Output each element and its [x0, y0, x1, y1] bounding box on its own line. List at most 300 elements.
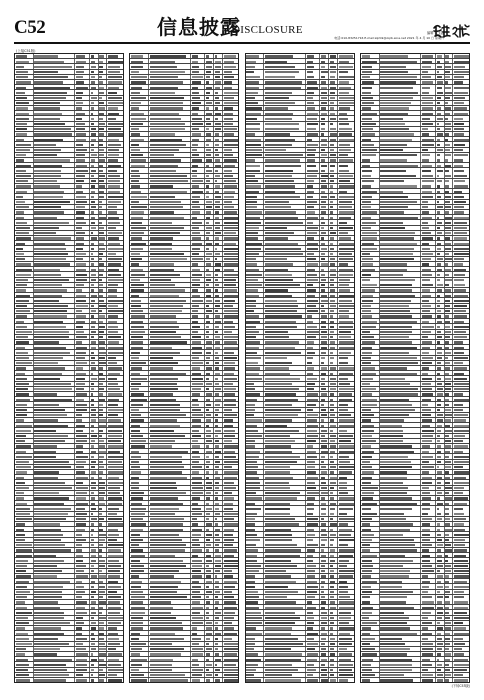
table-cell [149, 106, 191, 110]
illegible-text [34, 149, 61, 151]
illegible-text [192, 425, 201, 427]
table-cell [34, 179, 76, 183]
illegible-text [330, 165, 335, 167]
table-cell [191, 470, 205, 474]
illegible-text [265, 539, 292, 541]
illegible-text [192, 648, 203, 650]
illegible-text [76, 180, 84, 182]
illegible-text [246, 362, 258, 364]
illegible-text [131, 196, 147, 198]
illegible-text [34, 607, 60, 609]
table-cell [107, 278, 124, 282]
illegible-text [76, 477, 88, 479]
table-cell [15, 278, 34, 282]
illegible-text [34, 123, 64, 125]
table-cell [320, 184, 329, 188]
illegible-text [131, 341, 143, 343]
illegible-text [206, 664, 212, 666]
illegible-text [99, 71, 103, 73]
illegible-text [265, 518, 295, 520]
illegible-text [16, 315, 28, 317]
table-cell [191, 148, 205, 152]
illegible-text [206, 165, 209, 167]
table-cell [130, 272, 149, 276]
illegible-text [150, 492, 186, 494]
illegible-text [192, 523, 198, 525]
table-cell [90, 616, 99, 620]
illegible-text [150, 201, 181, 203]
table-cell [34, 116, 76, 120]
table-cell [149, 558, 191, 562]
illegible-text [131, 586, 141, 588]
table-cell [246, 574, 265, 578]
illegible-text [246, 503, 255, 505]
table-cell [246, 142, 265, 146]
illegible-text [330, 388, 336, 390]
table-cell [205, 96, 214, 100]
illegible-text [339, 201, 352, 203]
illegible-text [215, 555, 221, 557]
illegible-text [265, 206, 291, 208]
illegible-text [34, 180, 57, 182]
table-cell [329, 657, 338, 661]
illegible-text [437, 76, 442, 78]
illegible-text [265, 118, 292, 120]
illegible-text [339, 211, 354, 213]
illegible-text [321, 243, 325, 245]
illegible-text [206, 591, 212, 593]
table-cell [214, 142, 223, 146]
illegible-text [131, 523, 146, 525]
table-cell [76, 179, 90, 183]
illegible-text [34, 201, 69, 203]
table-cell [15, 662, 34, 666]
illegible-text [307, 347, 314, 349]
table-cell [246, 527, 265, 531]
table-cell [130, 64, 149, 68]
table-cell [246, 636, 265, 640]
illegible-text [99, 627, 104, 629]
table-cell [149, 293, 191, 297]
illegible-text [330, 289, 335, 291]
table-cell [306, 449, 320, 453]
table-cell [264, 673, 306, 677]
illegible-text [108, 679, 122, 681]
illegible-text [362, 66, 372, 68]
illegible-text [99, 61, 102, 63]
table-cell [205, 590, 214, 594]
table-cell [246, 189, 265, 193]
illegible-text [192, 113, 198, 115]
table-cell [149, 288, 191, 292]
table-cell [90, 345, 99, 349]
illegible-text [108, 170, 117, 172]
illegible-text [131, 102, 141, 104]
table-cell [205, 241, 214, 245]
illegible-text [215, 581, 219, 583]
table-cell [329, 70, 338, 79]
illegible-text [150, 601, 172, 603]
illegible-text [76, 414, 81, 416]
illegible-text [215, 76, 220, 78]
table-cell [34, 527, 76, 531]
illegible-text [91, 513, 94, 515]
table-cell [246, 220, 265, 224]
illegible-text [206, 61, 212, 63]
table-cell [149, 189, 191, 193]
illegible-text [330, 669, 333, 671]
illegible-text [150, 331, 177, 333]
table-cell [76, 96, 90, 100]
table-cell [453, 75, 470, 79]
illegible-text [206, 560, 212, 562]
illegible-text [330, 539, 334, 541]
table-cell [246, 392, 265, 396]
table-cell [223, 257, 240, 261]
table-cell [34, 168, 76, 172]
illegible-text [34, 206, 60, 208]
illegible-text [108, 622, 121, 624]
table-cell [264, 215, 306, 219]
table-cell [130, 532, 149, 536]
table-cell [15, 444, 34, 448]
illegible-text [321, 633, 327, 635]
illegible-text [150, 289, 185, 291]
table-cell [338, 350, 355, 354]
table-cell [76, 553, 90, 557]
table-cell [338, 278, 355, 282]
illegible-text [321, 310, 325, 312]
illegible-text [224, 627, 234, 629]
table-cell [99, 241, 108, 245]
illegible-text [307, 529, 314, 531]
table-cell [264, 111, 306, 115]
table-cell [329, 428, 338, 432]
table-cell [306, 616, 320, 620]
illegible-text [16, 305, 27, 307]
table-cell [191, 610, 205, 614]
illegible-text [34, 653, 56, 655]
illegible-text [307, 321, 313, 323]
illegible-text [76, 352, 86, 354]
table-cell [445, 137, 454, 141]
illegible-text [150, 211, 174, 213]
illegible-text [265, 648, 291, 650]
illegible-text [91, 269, 97, 271]
illegible-text [34, 659, 71, 661]
illegible-text [339, 570, 354, 572]
illegible-text [330, 258, 335, 260]
illegible-text [34, 549, 71, 551]
illegible-text [150, 258, 187, 260]
illegible-text [91, 373, 94, 375]
table-cell [76, 101, 90, 105]
illegible-text [131, 305, 141, 307]
table-cell [149, 376, 191, 380]
table-cell [76, 444, 90, 448]
table-cell [338, 106, 355, 110]
table-cell [320, 548, 329, 552]
illegible-text [76, 544, 82, 546]
illegible-text [215, 560, 221, 562]
table-cell [306, 319, 320, 323]
table-cell [214, 179, 223, 183]
illegible-text [215, 612, 221, 614]
table-cell [306, 80, 320, 84]
table-cell [214, 470, 223, 474]
illegible-text [99, 274, 103, 276]
table-cell [76, 75, 90, 79]
illegible-text [206, 539, 210, 541]
table-cell [130, 153, 149, 157]
table-cell [99, 314, 108, 318]
illegible-text [34, 539, 60, 541]
illegible-text [76, 607, 85, 609]
table-cell [246, 64, 265, 68]
illegible-text [215, 425, 218, 427]
illegible-text [215, 243, 220, 245]
table-cell [306, 564, 320, 568]
table-cell [246, 621, 265, 625]
table-cell [90, 517, 99, 521]
table-cell [445, 163, 454, 167]
table-cell [149, 449, 191, 453]
table-cell [76, 80, 90, 84]
illegible-text [206, 149, 211, 151]
table-cell [191, 174, 205, 178]
illegible-text [224, 66, 237, 68]
illegible-text [330, 87, 336, 89]
table-cell [99, 532, 108, 536]
table-cell [107, 387, 124, 391]
table-cell [99, 652, 108, 656]
illegible-text [307, 248, 319, 250]
table-cell [306, 304, 320, 308]
illegible-text [99, 55, 104, 57]
table-cell [214, 402, 223, 406]
illegible-text [150, 97, 184, 99]
illegible-text [265, 622, 295, 624]
illegible-text [321, 529, 326, 531]
table-cell [130, 288, 149, 292]
table-cell [320, 194, 329, 198]
illegible-text [307, 659, 317, 661]
table-cell [205, 215, 214, 219]
table-cell [320, 439, 329, 443]
table-cell [191, 491, 205, 495]
illegible-text [16, 399, 30, 401]
illegible-text [215, 419, 218, 421]
table-cell [90, 267, 99, 271]
illegible-text [307, 622, 314, 624]
illegible-text [91, 544, 94, 546]
illegible-text [206, 383, 212, 385]
table-cell [130, 527, 149, 531]
table-cell [264, 335, 306, 339]
table-cell [149, 392, 191, 396]
table-cell [34, 272, 76, 276]
table-cell [246, 387, 265, 391]
illegible-text [99, 669, 102, 671]
illegible-text [108, 258, 122, 260]
illegible-text [108, 674, 116, 676]
illegible-text [215, 310, 218, 312]
table-cell [338, 54, 355, 58]
illegible-text [91, 154, 97, 156]
illegible-text [91, 388, 95, 390]
illegible-text [330, 648, 334, 650]
illegible-text [16, 591, 30, 593]
illegible-text [99, 263, 104, 265]
illegible-text [307, 113, 318, 115]
illegible-text [108, 596, 120, 598]
table-cell [191, 127, 205, 131]
table-cell [329, 631, 338, 635]
table-cell [15, 423, 34, 427]
illegible-text [330, 591, 334, 593]
table-cell [15, 657, 34, 661]
table-cell [205, 189, 214, 193]
illegible-text [131, 248, 143, 250]
table-cell [306, 522, 320, 526]
illegible-text [215, 305, 220, 307]
illegible-text [76, 638, 87, 640]
illegible-text [131, 534, 140, 536]
table-cell [329, 153, 338, 157]
illegible-text [76, 430, 83, 432]
table-cell [34, 506, 76, 510]
table-cell [306, 189, 320, 193]
illegible-text [131, 471, 141, 473]
table-cell [34, 595, 76, 599]
table-cell [338, 574, 355, 578]
illegible-text [76, 367, 83, 369]
illegible-text [265, 601, 296, 603]
table-cell [15, 647, 34, 651]
table-cell [223, 246, 240, 250]
illegible-text [108, 55, 118, 57]
table-row [246, 678, 354, 683]
illegible-text [321, 326, 325, 328]
table-cell [214, 283, 223, 287]
illegible-text [215, 477, 220, 479]
table-cell [130, 657, 149, 661]
illegible-text [206, 133, 211, 135]
illegible-text [34, 289, 67, 291]
table-cell [130, 574, 149, 578]
illegible-text [91, 123, 94, 125]
table-cell [338, 163, 355, 172]
illegible-text [192, 627, 198, 629]
table-cell [99, 595, 108, 599]
illegible-text [34, 445, 56, 447]
illegible-text [330, 586, 334, 588]
illegible-text [224, 331, 233, 333]
illegible-text [131, 508, 146, 510]
table-cell [90, 392, 99, 396]
table-cell [320, 564, 329, 568]
illegible-text [150, 170, 176, 172]
table-cell [214, 116, 223, 120]
table-cell [214, 465, 223, 469]
table-cell [191, 371, 205, 375]
table-cell [246, 642, 265, 646]
table-cell [214, 189, 223, 193]
table-cell [107, 262, 124, 266]
illegible-text [307, 289, 316, 291]
table-cell [338, 59, 355, 63]
table-cell [361, 59, 380, 63]
illegible-text [215, 575, 218, 577]
table-cell [214, 501, 223, 505]
table-cell [191, 543, 205, 547]
illegible-text [99, 659, 103, 661]
illegible-text [131, 180, 139, 182]
table-cell [34, 298, 76, 302]
illegible-text [76, 669, 86, 671]
table-cell [329, 652, 338, 656]
table-cell [214, 319, 223, 323]
table-cell [205, 444, 214, 448]
table-cell [214, 75, 223, 79]
illegible-text [246, 326, 256, 328]
table-cell [205, 460, 214, 464]
illegible-text [34, 373, 61, 375]
table-cell [329, 506, 338, 515]
illegible-text [224, 175, 234, 177]
illegible-text [76, 336, 86, 338]
table-cell [264, 319, 306, 323]
table-cell [149, 532, 191, 536]
illegible-text [339, 305, 354, 307]
table-cell [191, 668, 205, 672]
illegible-text [339, 165, 348, 167]
table-cell [320, 189, 329, 193]
illegible-text [339, 107, 350, 109]
illegible-text [265, 315, 301, 317]
illegible-text [321, 107, 326, 109]
illegible-text [215, 113, 221, 115]
illegible-text [76, 295, 85, 297]
table-cell [264, 153, 306, 157]
table-cell [107, 553, 124, 557]
illegible-text [131, 591, 143, 593]
illegible-text [339, 139, 354, 141]
illegible-text [215, 653, 220, 655]
table-cell [130, 122, 149, 126]
illegible-text [246, 211, 261, 213]
table-cell [15, 64, 34, 68]
illegible-text [206, 206, 212, 208]
illegible-text [16, 144, 32, 146]
table-cell [338, 241, 355, 245]
illegible-text [206, 565, 209, 567]
illegible-text [265, 248, 301, 250]
illegible-text [321, 154, 326, 156]
table-cell [306, 288, 320, 292]
table-cell [320, 163, 329, 172]
table-cell [99, 267, 108, 271]
illegible-text [91, 295, 97, 297]
table-cell [329, 335, 338, 339]
table-cell [34, 642, 76, 646]
illegible-text [16, 133, 27, 135]
illegible-text [99, 159, 105, 161]
illegible-text [307, 118, 317, 120]
illegible-text [16, 87, 26, 89]
section-title-en: DISCLOSURE [232, 24, 303, 36]
illegible-text [91, 55, 94, 57]
